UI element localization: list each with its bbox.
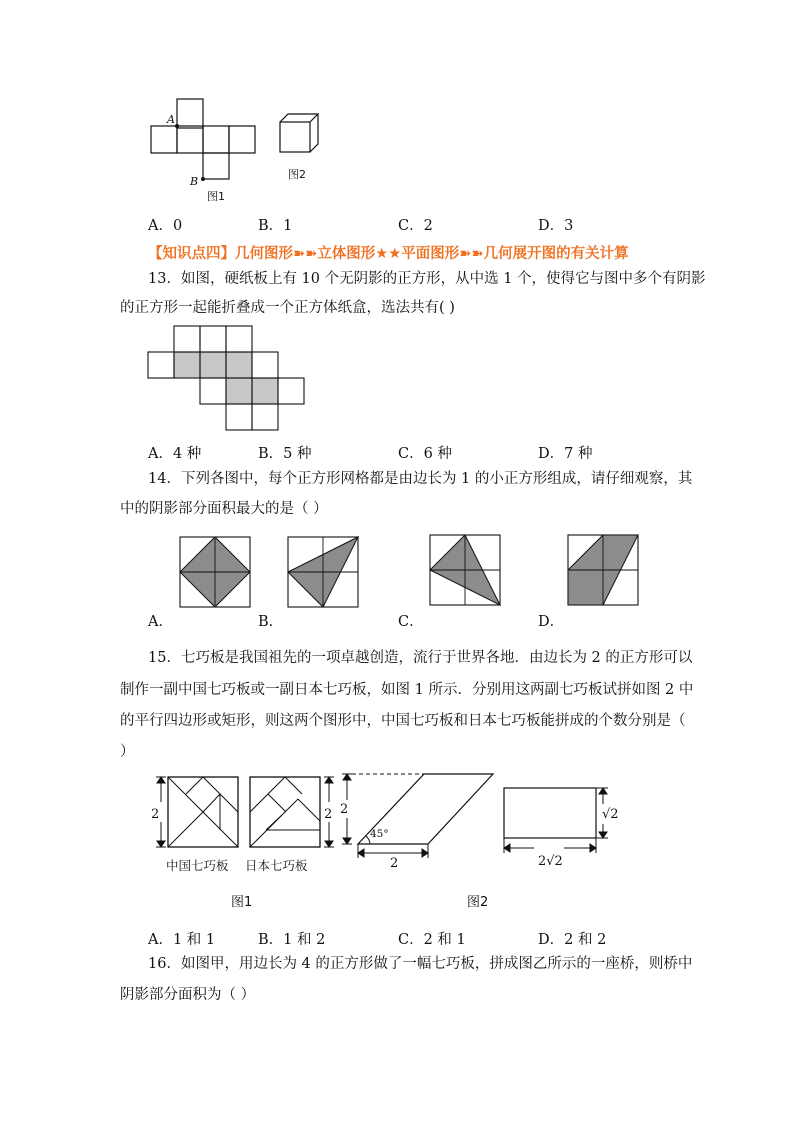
chinese-tangram-figure xyxy=(150,775,245,855)
q12-option-c[interactable]: C．2 xyxy=(398,218,433,234)
cube-figure xyxy=(278,112,328,157)
point-a-label: A xyxy=(167,113,175,126)
rectangle-height-label: √2 xyxy=(602,807,619,822)
rectangle-width-label: 2√2 xyxy=(538,854,563,869)
angle-label: 45° xyxy=(370,828,389,840)
q15-text-line3: 的平行四边形或矩形，则这两个图形中，中国七巧板和日本七巧板能拼成的个数分别是（ xyxy=(120,713,686,729)
parallelogram-figure xyxy=(338,770,498,870)
q14-figure-c xyxy=(430,535,502,607)
chinese-side-label: 2 xyxy=(151,807,160,822)
q12-fig2-caption: 图2 xyxy=(288,168,306,181)
japanese-tangram-figure xyxy=(246,775,336,855)
rectangle-figure xyxy=(498,782,618,857)
q12-option-a[interactable]: A．0 xyxy=(148,218,183,234)
q15-text-line4: ） xyxy=(120,744,135,760)
japanese-tangram-caption: 日本七巧板 xyxy=(245,858,308,873)
q14-text-line1: 14．下列各图中，每个正方形网格都是由边长为 1 的小正方形组成，请仔细观察，其 xyxy=(148,471,693,487)
q12-fig1-caption: 图1 xyxy=(207,190,225,203)
q15-option-a[interactable]: A．1 和 1 xyxy=(148,932,216,948)
q15-text-line2: 制作一副中国七巧板或一副日本七巧板，如图 1 所示．分别用这两副七巧板试拼如图 2 中 xyxy=(120,682,694,698)
q15-option-b[interactable]: B．1 和 2 xyxy=(258,932,326,948)
q15-option-d[interactable]: D．2 和 2 xyxy=(538,932,607,948)
point-b-label: B xyxy=(190,175,199,188)
q13-option-b[interactable]: B．5 种 xyxy=(258,446,312,462)
q14-option-b[interactable]: B． xyxy=(258,614,284,630)
q15-fig1-caption: 图1 xyxy=(231,895,253,910)
cube-net-figure xyxy=(140,96,270,196)
q14-text-line2: 中的阴影部分面积最大的是（ ） xyxy=(120,501,328,517)
q15-fig2-caption: 图2 xyxy=(467,895,489,910)
chinese-tangram-caption: 中国七巧板 xyxy=(166,858,229,873)
parallelogram-height-label: 2 xyxy=(340,802,349,817)
q12-option-d[interactable]: D．3 xyxy=(538,218,574,234)
q13-text-line2: 的正方形一起能折叠成一个正方体纸盒，选法共有( ) xyxy=(120,300,455,316)
parallelogram-base-label: 2 xyxy=(390,856,399,871)
section-heading: 【知识点四】几何图形➽➽立体图形★★平面图形➽➽几何展开图的有关计算 xyxy=(148,246,629,262)
q13-grid-figure xyxy=(148,326,308,434)
q15-option-c[interactable]: C．2 和 1 xyxy=(398,932,466,948)
q14-figure-b xyxy=(288,537,360,609)
q14-figure-a xyxy=(180,537,252,609)
q13-option-c[interactable]: C．6 种 xyxy=(398,446,452,462)
q14-figure-d xyxy=(568,535,640,607)
q14-option-c[interactable]: C． xyxy=(398,614,424,630)
q15-text-line1: 15．七巧板是我国祖先的一项卓越创造，流行于世界各地．由边长为 2 的正方形可以 xyxy=(148,650,693,666)
q13-text-line1: 13．如图，硬纸板上有 10 个无阴影的正方形，从中选 1 个，使得它与图中多个有阴影 xyxy=(148,271,706,287)
q14-option-a[interactable]: A． xyxy=(148,614,173,630)
japanese-side-label: 2 xyxy=(324,807,333,822)
q16-text-line1: 16．如图甲，用边长为 4 的正方形做了一幅七巧板，拼成图乙所示的一座桥，则桥中 xyxy=(148,956,693,972)
q14-option-d[interactable]: D． xyxy=(538,614,565,630)
q13-option-a[interactable]: A．4 种 xyxy=(148,446,202,462)
q16-text-line2: 阴影部分面积为（ ） xyxy=(120,987,256,1003)
q13-option-d[interactable]: D．7 种 xyxy=(538,446,593,462)
q12-option-b[interactable]: B．1 xyxy=(258,218,293,234)
